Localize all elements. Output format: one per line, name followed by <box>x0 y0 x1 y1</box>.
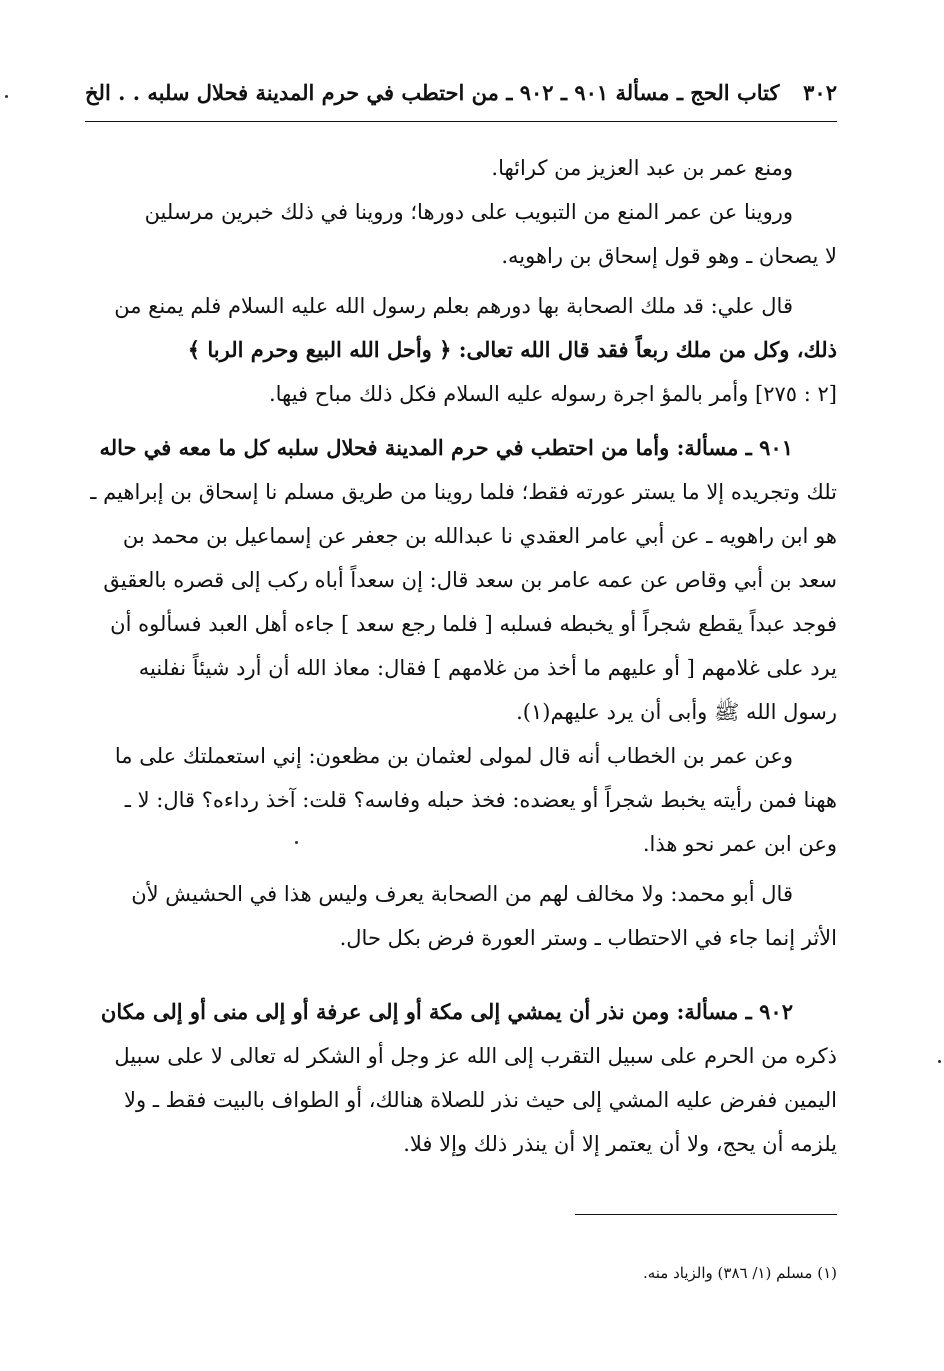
text-line: وروينا عن عمر المنع من التبويب على دورها؛ وروينا في ذلك خبرين مرسلين <box>144 200 793 224</box>
text-line: ومنع عمر بن عبد العزيز من كرائها. <box>491 156 793 180</box>
scan-speck <box>5 95 8 98</box>
paragraph-masala-901 <box>85 426 837 734</box>
text-line: هو ابن راهويه ـ عن أبي عامر العقدي نا عبدالله بن جعفر عن إسماعيل بن محمد بن <box>122 524 837 548</box>
text-line: لا يصحان ـ وهو قول إسحاق بن راهويه. <box>501 244 837 268</box>
footnote-rule <box>575 1214 837 1215</box>
scan-speck <box>938 1060 941 1063</box>
running-title: كتاب الحج ـ مسألة ٩٠١ ـ ٩٠٢ ـ من احتطب في حرم المدينة فحلال سلبه . . الخ <box>85 79 780 105</box>
text-line: فوجد عبداً يقطع شجراً أو يخبطه فسلبه [ فلما رجع سعد ] جاءه أهل العبد فسألوه أن <box>110 612 837 636</box>
page-number: ٣٠٢ <box>803 79 837 105</box>
text-line: تلك وتجريده إلا ما يستر عورته فقط؛ فلما روينا من طريق مسلم نا إسحاق بن إبراهيم ـ <box>90 480 837 504</box>
text-line: ذكره من الحرم على سبيل التقرب إلى الله عز وجل أو الشكر له تعالى لا على سبيل <box>114 1044 837 1068</box>
text-line: رسول الله ﷺ وأبى أن يرد عليهم(١). <box>516 700 837 724</box>
paragraph <box>85 284 837 416</box>
text-line: وعن ابن عمر نحو هذا. <box>642 832 837 856</box>
text-line: قال أبو محمد: ولا مخالف لهم من الصحابة يعرف وليس هذا في الحشيش لأن <box>131 882 793 906</box>
paragraph-masala-902 <box>85 990 837 1166</box>
scan-speck <box>295 841 298 844</box>
text-line: يلزمه أن يحج، ولا أن يعتمر إلا أن ينذر ذلك وإلا فلا. <box>403 1132 837 1156</box>
text-line: يرد على غلامهم [ أو عليهم ما أخذ من غلامهم ] فقال: معاذ الله أن أرد شيئاً نفلنيه <box>138 656 837 680</box>
text-line: [٢ : ٢٧٥] وأمر بالمؤ اجرة رسوله عليه السلام فكل ذلك مباح فيها. <box>268 382 837 406</box>
paragraph <box>85 734 837 866</box>
text-line: سعد بن أبي وقاص عن عمه عامر بن سعد قال: إن سعداً أباه ركب إلى قصره بالعقيق <box>103 568 837 592</box>
text-line: الأثر إنما جاء في الاحتطاب ـ وستر العورة فرض بكل حال. <box>339 926 837 950</box>
text-line: وعن عمر بن الخطاب أنه قال لمولى لعثمان بن مظعون: إني استعملتك على ما <box>114 744 793 768</box>
paragraph <box>85 146 837 278</box>
text-line: ٩٠٢ ـ مسألة: ومن نذر أن يمشي إلى مكة أو إلى عرفة أو إلى منى أو إلى مكان <box>100 999 793 1024</box>
text-line: ذلك، وكل من ملك ربعاً فقد قال الله تعالى: ﴿ وأحل الله البيع وحرم الربا ﴾ <box>187 337 837 362</box>
page-header <box>85 72 837 112</box>
header-rule <box>85 121 837 122</box>
text-line: ٩٠١ ـ مسألة: وأما من احتطب في حرم المدينة فحلال سلبه كل ما معه في حاله <box>99 435 793 460</box>
paragraph <box>85 872 837 960</box>
text-line: قال علي: قد ملك الصحابة بها دورهم بعلم رسول الله عليه السلام فلم يمنع من <box>114 294 793 318</box>
text-line: اليمين ففرض عليه المشي إلى حيث نذر للصلاة هنالك، أو الطواف بالبيت فقط ـ ولا <box>124 1088 837 1112</box>
text-line: ههنا فمن رأيته يخبط شجراً أو يعضده: فخذ حبله وفاسه؟ قلت: آخذ رداءه؟ قال: لا ـ <box>124 788 837 812</box>
footnote: (١) مسلم (١/ ٣٨٦) والزياد منه. <box>642 1264 837 1282</box>
